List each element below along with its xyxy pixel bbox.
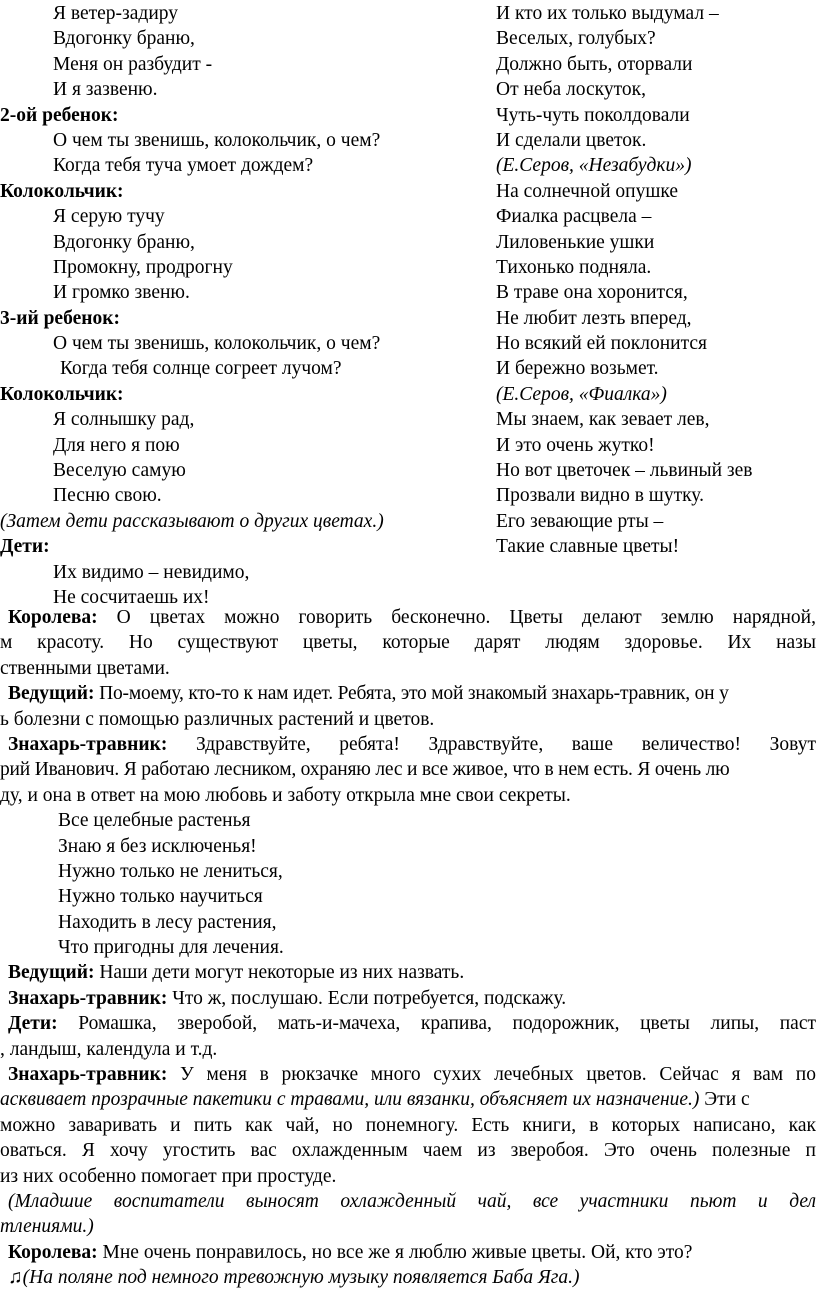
herbalist-paragraph-3-line-4: оваться. Я хочу угостить вас охлажденным чаем из зверобоя. Это очень полезные п xyxy=(0,1140,816,1162)
speaker-label: Знахарь-травник: xyxy=(8,987,168,1009)
left-verse-column xyxy=(0,1,470,610)
verse-line: Знаю я без исключенья! xyxy=(58,835,257,857)
verse-line: Не сосчитаешь их! xyxy=(53,586,210,608)
verse-line: О чем ты звенишь, колокольчик, о чем? xyxy=(53,129,381,151)
herbalist-paragraph-3-line-3: можно заваривать и пить как чай, но понемногу. Есть книги, в которых написано, как xyxy=(0,1114,816,1136)
speaker-label: Колокольчик: xyxy=(0,180,124,202)
speaker-label: Ведущий: xyxy=(8,683,95,705)
verse-line: Мы знаем, как зевает лев, xyxy=(496,409,710,431)
verse-line: Что пригодны для лечения. xyxy=(58,937,284,959)
verse-line: В траве она хоронится, xyxy=(496,282,688,304)
speaker-label: Знахарь-травник: xyxy=(8,1064,168,1086)
verse-line: Промокну, продрогну xyxy=(53,256,233,278)
stage-direction: (Затем дети рассказывают о других цветах.) xyxy=(0,510,384,532)
speaker-label: Дети: xyxy=(0,536,50,558)
host-paragraph-line-2: ь болезни с помощью различных растений и цветов. xyxy=(0,708,435,730)
speaker-label: Дети: xyxy=(8,1013,58,1035)
music-stage-direction: ♫(На поляне под немного тревожную музыку появляется Баба Яга.) xyxy=(8,1267,580,1289)
verse-line: Тихонько подняла. xyxy=(496,256,652,278)
verse-line: Фиалка расцвела – xyxy=(496,206,652,228)
verse-line: Для него я пою xyxy=(53,434,180,456)
herbalist-paragraph-3-line-2: асквивает прозрачные пакетики с травами, или вязанки, объясняет их назначение.) Эти с xyxy=(0,1089,750,1111)
verse-line: Должно быть, оторвали xyxy=(496,53,693,75)
verse-line: Когда тебя солнце согреет лучом? xyxy=(60,358,342,380)
prose-section xyxy=(0,605,816,1291)
speaker-label: Ведущий: xyxy=(8,962,95,984)
verse-line: Песню свою. xyxy=(53,485,162,507)
speaker-label: Королева: xyxy=(8,1241,98,1263)
music-note-icon: ♫ xyxy=(8,1267,23,1289)
verse-line: Веселую самую xyxy=(53,460,186,482)
host-paragraph-line-1: Ведущий: По-моему, кто-то к нам идет. Ребята, это мой знакомый знахарь-травник, он у xyxy=(8,683,729,705)
verse-line: И сделали цветок. xyxy=(496,129,647,151)
verse-line: От неба лоскуток, xyxy=(496,79,646,101)
verse-line: Все целебные растенья xyxy=(58,810,251,832)
verse-line: Меня он разбудит - xyxy=(53,53,213,75)
verse-line: Лиловенькие ушки xyxy=(496,231,655,253)
verse-line: И это очень жутко! xyxy=(496,434,655,456)
herbalist-paragraph-3-line-5: из них особенно помогает при простуде. xyxy=(0,1165,337,1187)
stage-direction-line-1: (Младшие воспитатели выносят охлажденный чай, все участники пьют и дел xyxy=(8,1190,816,1212)
verse-line: И я зазвеню. xyxy=(53,79,158,101)
verse-line: Когда тебя туча умоет дождем? xyxy=(53,155,314,177)
queen-paragraph-2: Королева: Мне очень понравилось, но все же я люблю живые цветы. Ой, кто это? xyxy=(8,1241,693,1263)
verse-line: Прозвали видно в шутку. xyxy=(496,485,704,507)
verse-line: Вдогонку браню, xyxy=(53,28,195,50)
children-paragraph-line-2: , ландыш, календула и т.д. xyxy=(0,1038,218,1060)
stage-direction-line-2: тлениями.) xyxy=(0,1216,94,1238)
verse-line: Я ветер-задиру xyxy=(53,3,179,24)
verse-line: Чуть-чуть поколдовали xyxy=(496,104,690,126)
verse-line: Я солнышку рад, xyxy=(53,409,195,431)
herbalist-paragraph-line-2: рий Иванович. Я работаю лесником, охраняю лес и все живое, что в нем есть. Я очень лю xyxy=(0,759,730,781)
verse-line: Нужно только научиться xyxy=(58,886,263,908)
queen-paragraph-line-3: ственными цветами. xyxy=(0,657,170,679)
verse-line: Но вот цветочек – львиный зев xyxy=(496,460,753,482)
speaker-label: 2-ой ребенок: xyxy=(0,104,119,126)
speaker-label: Знахарь-травник: xyxy=(8,733,168,755)
queen-paragraph-line-1: Королева: О цветах можно говорить бесконечно. Цветы делают землю нарядной, xyxy=(8,607,816,628)
host-paragraph-2: Ведущий: Наши дети могут некоторые из них назвать. xyxy=(8,962,465,984)
verse-line: Их видимо – невидимо, xyxy=(53,561,250,583)
verse-line: Не любит лезть вперед, xyxy=(496,307,692,329)
herbalist-paragraph-line-1: Знахарь-травник: Здравствуйте, ребята! Здравствуйте, ваше величество! Зовут xyxy=(8,733,816,755)
verse-line: Находить в лесу растения, xyxy=(58,911,277,933)
children-paragraph-line-1: Дети: Ромашка, зверобой, мать-и-мачеха, крапива, подорожник, цветы липы, паст xyxy=(8,1013,816,1035)
herbalist-paragraph-3-line-1: Знахарь-травник: У меня в рюкзачке много сухих лечебных цветов. Сейчас я вам по xyxy=(8,1064,816,1086)
verse-line: Веселых, голубых? xyxy=(496,28,656,50)
verse-line: На солнечной опушке xyxy=(496,180,678,202)
speaker-label: 3-ий ребенок: xyxy=(0,307,120,329)
verse-line: О чем ты звенишь, колокольчик, о чем? xyxy=(53,333,381,355)
verse-line: И громко звеню. xyxy=(53,282,190,304)
verse-line: И бережно возьмет. xyxy=(496,358,659,380)
verse-line: Его зевающие рты – xyxy=(496,510,664,532)
verse-line: Но всякий ей поклонится xyxy=(496,333,708,355)
verse-line: Нужно только не лениться, xyxy=(58,860,283,882)
verse-line: Вдогонку браню, xyxy=(53,231,195,253)
stage-direction: (Е.Серов, «Фиалка») xyxy=(496,383,667,405)
speaker-label: Королева: xyxy=(8,607,98,628)
right-verse-column xyxy=(496,1,816,560)
queen-paragraph-line-2: м красоту. Но существуют цветы, которые дарят людям здоровье. Их назы xyxy=(0,632,816,654)
verse-line: И кто их только выдумал – xyxy=(496,3,719,24)
herbalist-paragraph-line-3: ду, и она в ответ на мою любовь и заботу открыла мне свои секреты. xyxy=(0,784,571,806)
verse-line: Такие славные цветы! xyxy=(496,536,680,558)
verse-line: Я серую тучу xyxy=(53,206,165,228)
speaker-label: Колокольчик: xyxy=(0,383,124,405)
herbalist-paragraph-2: Знахарь-травник: Что ж, послушаю. Если потребуется, подскажу. xyxy=(8,987,567,1009)
stage-direction: (Е.Серов, «Незабудки») xyxy=(496,155,692,177)
